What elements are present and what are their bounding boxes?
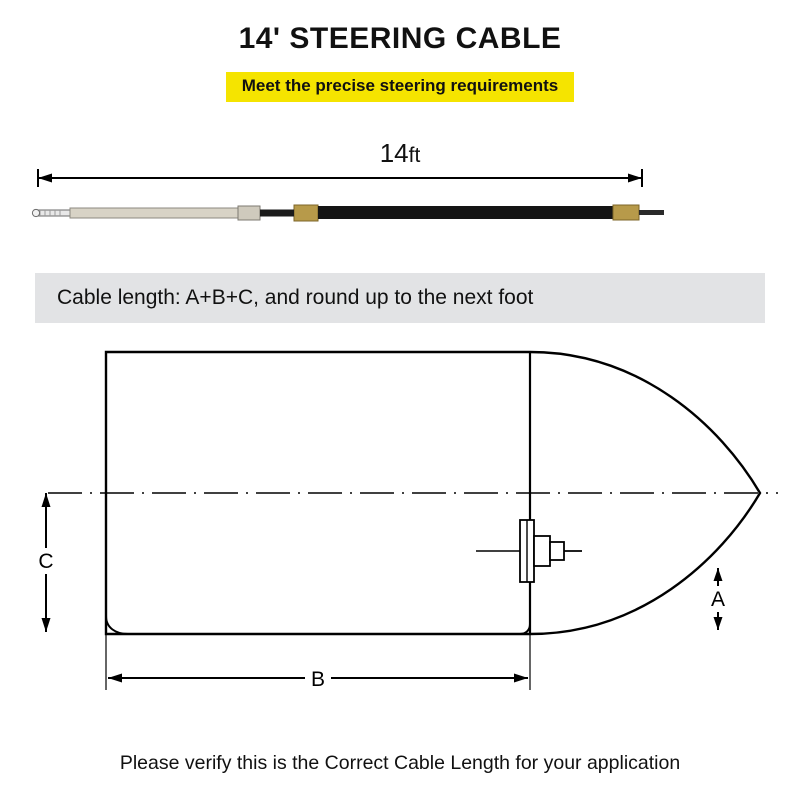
cable-sheath-main bbox=[318, 206, 613, 219]
cable-length-value: 14 bbox=[379, 138, 409, 168]
dimension-c bbox=[34, 493, 106, 632]
steering-cable-illustration bbox=[28, 192, 668, 240]
steering-helm-assembly bbox=[476, 520, 582, 582]
dimension-c-label: C bbox=[38, 550, 54, 573]
cable-sheath-short bbox=[260, 210, 294, 217]
cable-collar bbox=[238, 206, 260, 220]
page-title: 14' STEERING CABLE bbox=[238, 22, 562, 55]
dimension-a-label: A bbox=[710, 588, 726, 611]
subtitle-banner-wrap bbox=[0, 72, 800, 102]
footer-note: Please verify this is the Correct Cable Length for your application bbox=[119, 752, 681, 774]
dimension-a bbox=[706, 568, 730, 630]
subtitle-banner: Meet the precise steering requirements bbox=[226, 72, 575, 102]
cable-light-jacket bbox=[70, 208, 238, 218]
cable-brass-fitting-right bbox=[613, 205, 639, 220]
dimension-b-label: B bbox=[310, 668, 326, 691]
dimension-b bbox=[108, 666, 528, 692]
cable-left-tip bbox=[32, 209, 70, 216]
cable-length-note-text: Cable length: A+B+C, and round up to the next foot bbox=[57, 286, 534, 309]
cable-route-line bbox=[106, 510, 530, 634]
cable-right-tip bbox=[639, 210, 664, 215]
boat-measurement-diagram bbox=[20, 330, 780, 730]
cable-length-unit: ft bbox=[408, 144, 421, 167]
cable-dimension-arrow bbox=[30, 165, 650, 189]
cable-brass-fitting-left bbox=[294, 205, 318, 221]
cable-length-note bbox=[35, 273, 765, 323]
